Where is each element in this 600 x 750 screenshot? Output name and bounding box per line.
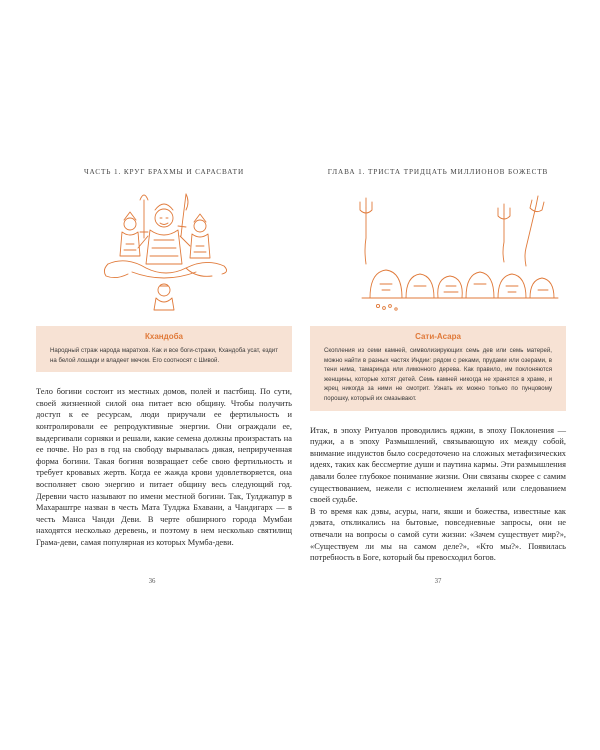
khandoba-drawing xyxy=(36,186,292,324)
right-page xyxy=(310,168,566,564)
caption-title-right: Сати-Асара xyxy=(415,332,461,341)
body-text-left xyxy=(36,386,292,548)
paragraph: В то время как дэвы, асуры, наги, якши и божества, известные как дэвата, откликались на бытовые, повседневные запросы, они не отвечали на вопросы о самой сути жизни: «Зачем существует мир?», «Существуем ли мы на самом деле?», «Кто мы?». Появилась потребность в Боге, который бы превосходил богов. xyxy=(310,506,566,563)
khandoba-illustration xyxy=(36,186,292,324)
caption-text-right: Скопления из семи камней, символизирующих семь дев или семь матерей, можно найти в разных частях Индии: рядом с реками, прудами или озерами, в тени нима, тамаринда или лимонного дерева. Как правило, им поклоняются женщины, которые хотят детей. Семь камней никогда не хранятся в храме, и жрец никогда за ними не смотрит. Узнать их можно только по пунцовому порошку, который их смазывают. xyxy=(324,347,552,402)
sati-asara-illustration xyxy=(310,186,566,324)
caption-box-left xyxy=(36,326,292,372)
caption-box-right xyxy=(310,326,566,411)
page-number-right: 37 xyxy=(434,578,442,585)
running-head-left: ЧАСТЬ 1. КРУГ БРАХМЫ И САРАСВАТИ xyxy=(83,168,245,176)
left-page xyxy=(36,168,292,549)
seven-stones-drawing xyxy=(310,186,566,324)
paragraph: Тело богини состоит из местных домов, полей и пастбищ. По сути, своей жизненной силой она питает всю общину. Чтобы получить доступ к ее ресурсам, люди приручали ее фертильность и контролировали ее репродуктивные энергии. Они ограждали ее, выдергивали сорняки и решали, какие семена должны произрастать на ее почве. Но раз в год на свободу вырывалась дикая, неприрученная форма богини. Такая богиня возвращает себе свою фертильность и требует кровавых жертв. Когда ее жажда крови удовлетворяется, она восполняет свою энергию и питает общину весь следующий год. Деревни часто называют по имени местной богини. Так, Тулджапур в Махараштре назван в честь Мата Тулджа Бхавани, а Чандигарх — в честь Манса Чанди Деви. В черте обширного города Мумбаи находятся несколько деревень, и поэтому в нем несколько святилищ Грама-деви, самая популярная из которых Мумба-деви. xyxy=(36,387,292,547)
caption-text-left: Народный страж народа маратхов. Как и все боги-стражи, Кхандоба усат, ездит на белой лошади и владеет мечом. Его соотносят с Шивой. xyxy=(50,347,278,364)
running-head-right: ГЛАВА 1. ТРИСТА ТРИДЦАТЬ МИЛЛИОНОВ БОЖЕСТВ xyxy=(327,168,549,176)
caption-title-left: Кхандоба xyxy=(145,332,183,341)
paragraph: Итак, в эпоху Ритуалов проводились яджни, в эпоху Поклонения — пуджи, а в эпоху Размышлений, связывающую их между собой, внимание индуистов было сосредоточено на сложных метафизических идеях, таких как бессмертие души и паутина кармы. Эти размышления давали более глубокое понимание жизни. Они связаны скорее с самим существованием, нежели с исполнением желаний или следованием своей судьбе. xyxy=(310,425,566,505)
page-number-left: 36 xyxy=(148,578,156,585)
body-text-right xyxy=(310,425,566,564)
